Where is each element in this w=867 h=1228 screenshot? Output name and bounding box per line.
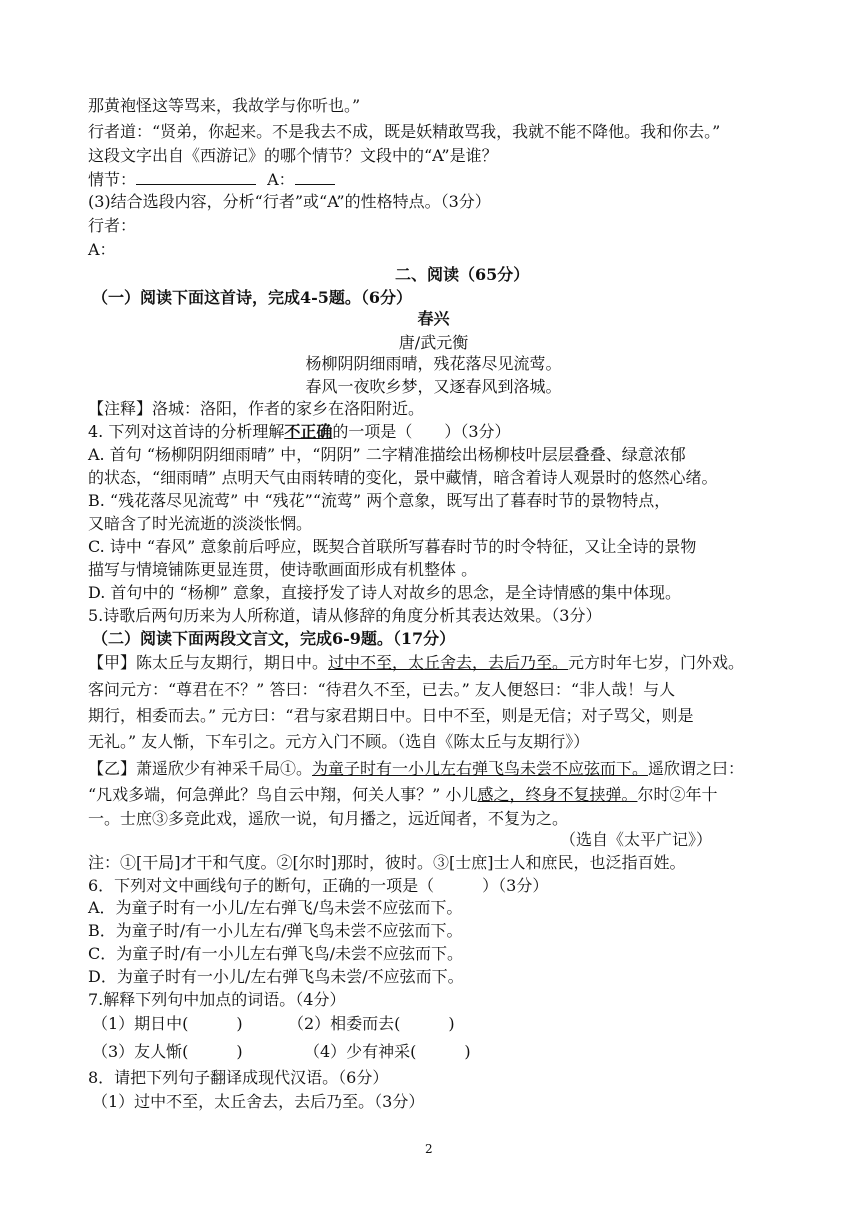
a-label: A： bbox=[267, 170, 295, 189]
notes: 注：①[干局]才干和气度。②[尔时]那时，彼时。③[士庶]士人和庶民，也泛指百姓。 bbox=[88, 853, 686, 872]
option-b-line2: 又暗含了时光流逝的淡淡怅惘。 bbox=[88, 514, 313, 533]
q4-stem-a: 4. 下列对这首诗的分析理解 bbox=[88, 422, 285, 441]
q7-item-2: （2）相委而去( ) bbox=[288, 1014, 455, 1033]
yi-text: 尔时②年十 bbox=[637, 785, 718, 804]
subsection-title: （一）阅读下面这首诗，完成4-5题。（6分） bbox=[92, 288, 413, 307]
yi-underlined: 为童子时有一小儿左右弹飞鸟未尝不应弦而下。 bbox=[312, 759, 649, 778]
question-6: 6．下列对文中画线句子的断句，正确的一项是（ ）（3分） bbox=[88, 876, 549, 895]
q4-stem-b: 的一项是（ ）（3分） bbox=[332, 422, 511, 441]
option-c-line1: C. 诗中 “春风” 意象前后呼应，既契合首联所写暮春时节的时令特征，又让全诗的景物 bbox=[88, 537, 697, 556]
plot-label: 情节： bbox=[88, 170, 137, 189]
poem-line: 春风一夜吹乡梦，又逐春风到洛城。 bbox=[305, 377, 562, 396]
q8-item-1: （1）过中不至，太丘舍去，去后乃至。（3分） bbox=[92, 1092, 425, 1111]
jia-text: 元方时年七岁，门外戏。 bbox=[568, 653, 745, 672]
poem-title: 春兴 bbox=[417, 309, 450, 328]
q7-item-1: （1）期日中( ) bbox=[92, 1014, 243, 1033]
page-number: 2 bbox=[425, 1142, 433, 1156]
yi-text: 遥欣谓之曰： bbox=[648, 759, 745, 778]
a-blank[interactable] bbox=[295, 170, 335, 185]
question-7: 7.解释下列句中加点的词语。（4分） bbox=[88, 990, 346, 1009]
yi-line1 bbox=[88, 758, 744, 780]
answer-line-plot bbox=[88, 169, 335, 191]
option-b-line1: B. “残花落尽见流莺” 中 “残花”“流莺” 两个意象，既写出了暮春时节的景物特点， bbox=[88, 491, 671, 510]
q6-option-a: A．为童子时有一小儿/左右弹飞/鸟未尝不应弦而下。 bbox=[88, 898, 463, 917]
jia-line3: 期行，相委而去。” 元方曰：“君与家君期日中。日中不至，则是无信；对子骂父，则是 bbox=[88, 706, 694, 725]
poem-author: 唐/武元衡 bbox=[398, 333, 469, 352]
option-d: D. 首句中的 “杨柳” 意象，直接抒发了诗人对故乡的思念，是全诗情感的集中体现。 bbox=[88, 583, 681, 602]
question-3: (3)结合选段内容，分析“行者”或“A”的性格特点。（3分） bbox=[88, 192, 491, 211]
q4-emphasis: 不正确 bbox=[284, 422, 333, 441]
yi-underlined: 感之，终身不复挟弹。 bbox=[477, 785, 638, 804]
passage-line: 行者道：“贤弟，你起来。不是我去不成，既是妖精敢骂我，我就不能不降他。我和你去。” bbox=[88, 122, 721, 141]
option-c-line2: 描写与情境铺陈更显连贯，使诗歌画面形成有机整体 。 bbox=[88, 560, 478, 579]
q7-item-3: （3）友人惭( ) bbox=[92, 1042, 243, 1061]
q6-option-d: D．为童子时有一小儿/左右弹飞鸟未尝/不应弦而下。 bbox=[88, 967, 464, 986]
answer-label-a: A： bbox=[88, 240, 116, 259]
jia-underlined: 过中不至，太丘舍去，去后乃至。 bbox=[328, 653, 569, 672]
yi-text: 【乙】萧遥欣少有神采千局①。 bbox=[88, 759, 313, 778]
subsection-title: （二）阅读下面两段文言文，完成6-9题。（17分） bbox=[92, 629, 456, 648]
yi-line3: 一。士庶③多竞此戏，遥欣一说，旬月播之，远近闻者，不复为之。 bbox=[88, 809, 569, 828]
yi-line2 bbox=[88, 784, 717, 806]
question-8: 8．请把下列句子翻译成现代汉语。（6分） bbox=[88, 1068, 389, 1087]
section-title: 二、阅读（65分） bbox=[395, 265, 530, 284]
yi-source: （选自《太平广记》） bbox=[560, 830, 713, 849]
question-5: 5.诗歌后两句历来为人所称道，请从修辞的角度分析其表达效果。（3分） bbox=[88, 606, 602, 625]
jia-text: 【甲】陈太丘与友期行，期日中。 bbox=[88, 653, 329, 672]
option-a-line2: 的状态，“细雨晴” 点明天气由雨转晴的变化，景中藏情，暗含着诗人观景时的悠然心绪。 bbox=[88, 468, 718, 487]
jia-line4: 无礼。” 友人惭，下车引之。元方入门不顾。（选自《陈太丘与友期行》） bbox=[88, 732, 590, 751]
question-4 bbox=[88, 421, 511, 443]
poem-line: 杨柳阴阴细雨晴，残花落尽见流莺。 bbox=[305, 354, 562, 373]
q6-option-b: B．为童子时/有一小儿左右/弹飞鸟未尝不应弦而下。 bbox=[88, 921, 463, 940]
passage-line: 那黄袍怪这等骂来，我故学与你听也。” bbox=[88, 96, 361, 115]
q6-option-c: C．为童子时/有一小儿左右弹飞鸟/未尝不应弦而下。 bbox=[88, 944, 464, 963]
answer-label-xingzhe: 行者： bbox=[88, 216, 137, 235]
plot-blank[interactable] bbox=[136, 170, 256, 185]
q7-item-4: （4）少有神采( ) bbox=[304, 1042, 471, 1061]
question-text: 这段文字出自《西游记》的哪个情节？文段中的“A”是谁？ bbox=[88, 146, 498, 165]
yi-text: “凡戏多端，何急弹此？鸟自云中翔，何关人事？” 小儿 bbox=[88, 785, 478, 804]
poem-note: 【注释】洛城：洛阳，作者的家乡在洛阳附近。 bbox=[88, 399, 425, 418]
jia-line2: 客问元方：“尊君在不？” 答曰：“待君久不至，已去。” 友人便怒曰：“非人哉！与人 bbox=[88, 680, 676, 699]
option-a-line1: A. 首句 “杨柳阴阴细雨晴” 中，“阴阴” 二字精准描绘出杨柳枝叶层层叠叠、绿意浓郁 bbox=[88, 445, 686, 464]
jia-line1 bbox=[88, 652, 744, 674]
